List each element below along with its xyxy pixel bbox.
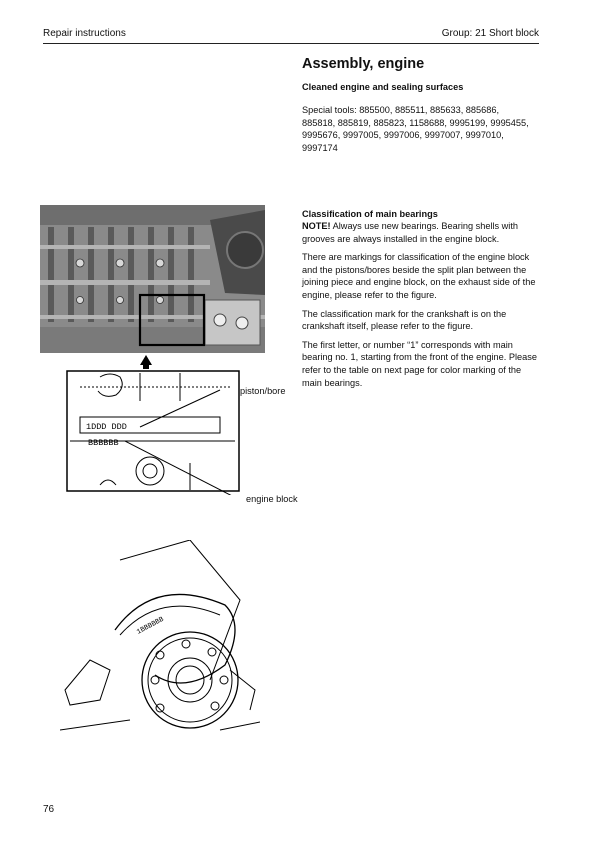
- classification-heading: Classification of main bearings: [302, 209, 438, 219]
- header-left: Repair instructions: [43, 28, 126, 39]
- page-title: Assembly, engine: [302, 56, 425, 72]
- label-piston-bore: piston/bore: [240, 386, 286, 396]
- note-paragraph: [302, 220, 540, 245]
- paragraph-markings: There are markings for classification of the engine block and the pistons/bores beside the split plan between the joining piece and engine block, on the exhaust side of the engine, please refer to the figure.: [302, 252, 536, 300]
- header-rule: [43, 43, 539, 44]
- block-stamp: BBBBBB: [88, 438, 119, 448]
- note-text: Always use new bearings. Bearing shells with grooves are always installed in the engine block.: [302, 221, 519, 244]
- page-number: 76: [43, 804, 55, 815]
- paragraph-crankshaft: The classification mark for the crankshaft is on the crankshaft itself, please refer to the figure.: [302, 308, 507, 332]
- paragraph-first-letter: The first letter, or number “1” corresponds with main bearing no. 1, starting from the front of the engine. Please refer to the table on next page for color marking of the main bearings.: [302, 339, 537, 388]
- classification-body: [302, 220, 540, 395]
- note-label: NOTE!: [302, 221, 331, 231]
- label-engine-block: engine block: [246, 494, 298, 504]
- section-subtitle: Cleaned engine and sealing surfaces: [302, 82, 464, 92]
- crankshaft-stamp: 1BBBBBB: [135, 615, 166, 637]
- engine-block-figure: [40, 205, 270, 495]
- special-tools-text: Special tools: 885500, 885511, 885633, 885686, 885818, 885819, 885823, 1158688, 9995199, 9995455, 9995676, 9997005, 9997006, 9997007, 9997010, 9997174: [302, 105, 529, 153]
- header-right: Group: 21 Short block: [441, 28, 539, 39]
- piston-stamp: 1DDD DDD: [86, 422, 127, 432]
- crankshaft-figure: [60, 540, 260, 745]
